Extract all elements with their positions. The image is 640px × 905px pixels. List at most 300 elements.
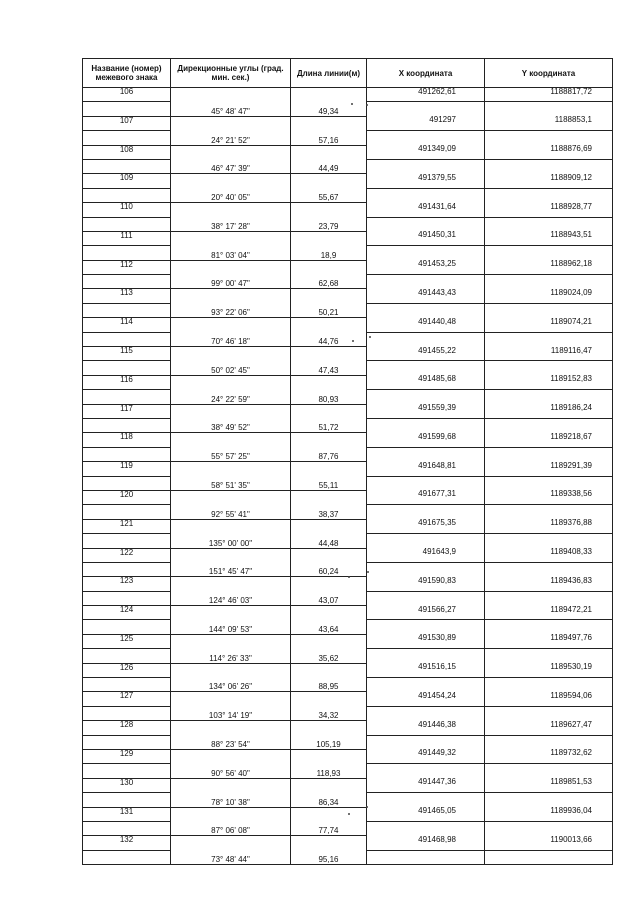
length-cell-empty xyxy=(291,203,367,217)
point-name: 116 xyxy=(83,375,171,389)
header-angle: Дирекционные углы (град. мин. сек.) xyxy=(171,59,291,88)
y-coordinate: 1189376,88 xyxy=(485,519,613,533)
direction-angle: 38° 49' 52" xyxy=(171,418,291,432)
name-cell-empty xyxy=(83,217,171,231)
x-cell-empty xyxy=(367,850,485,864)
x-coordinate: 491443,43 xyxy=(367,289,485,303)
name-cell-empty xyxy=(83,332,171,346)
header-y: Y координата xyxy=(485,59,613,88)
x-coordinate: 491677,31 xyxy=(367,490,485,504)
point-row xyxy=(83,548,613,562)
y-coordinate: 1189291,39 xyxy=(485,462,613,476)
x-cell-empty xyxy=(367,303,485,317)
x-cell-empty xyxy=(367,102,485,116)
point-row xyxy=(83,577,613,591)
point-name: 109 xyxy=(83,174,171,188)
header-length: Длина линии(м) xyxy=(291,59,367,88)
point-row xyxy=(83,663,613,677)
point-row xyxy=(83,721,613,735)
point-name: 121 xyxy=(83,519,171,533)
x-cell-empty xyxy=(367,821,485,835)
y-coordinate: 1188943,51 xyxy=(485,231,613,245)
point-name: 130 xyxy=(83,778,171,792)
y-coordinate: 1189338,56 xyxy=(485,490,613,504)
x-cell-empty xyxy=(367,447,485,461)
y-cell-empty xyxy=(485,275,613,289)
x-cell-empty xyxy=(367,159,485,173)
direction-angle: 144° 09' 53" xyxy=(171,620,291,634)
segment-row xyxy=(83,217,613,231)
line-length: 18,9 xyxy=(291,246,367,260)
angle-cell-empty xyxy=(171,490,291,504)
y-coordinate: 1189186,24 xyxy=(485,404,613,418)
segment-row xyxy=(83,361,613,375)
y-coordinate: 1189936,04 xyxy=(485,807,613,821)
length-cell-empty xyxy=(291,289,367,303)
y-cell-empty xyxy=(485,821,613,835)
x-coordinate: 491465,05 xyxy=(367,807,485,821)
angle-cell-empty xyxy=(171,663,291,677)
segment-row xyxy=(83,620,613,634)
angle-cell-empty xyxy=(171,116,291,130)
name-cell-empty xyxy=(83,102,171,116)
y-coordinate: 1188876,69 xyxy=(485,145,613,159)
direction-angle: 24° 22' 59" xyxy=(171,390,291,404)
angle-cell-empty xyxy=(171,260,291,274)
angle-cell-empty xyxy=(171,778,291,792)
point-row xyxy=(83,174,613,188)
length-cell-empty xyxy=(291,347,367,361)
direction-angle: 78° 10' 38" xyxy=(171,793,291,807)
scan-speck xyxy=(352,340,354,342)
name-cell-empty xyxy=(83,275,171,289)
x-coordinate: 491455,22 xyxy=(367,347,485,361)
name-cell-empty xyxy=(83,447,171,461)
segment-row xyxy=(83,793,613,807)
direction-angle: 70° 46' 18" xyxy=(171,332,291,346)
segment-row xyxy=(83,764,613,778)
line-length: 60,24 xyxy=(291,562,367,576)
line-length: 34,32 xyxy=(291,706,367,720)
y-cell-empty xyxy=(485,303,613,317)
segment-row xyxy=(83,246,613,260)
point-name: 123 xyxy=(83,577,171,591)
point-row xyxy=(83,375,613,389)
y-cell-empty xyxy=(485,188,613,202)
length-cell-empty xyxy=(291,692,367,706)
angle-cell-empty xyxy=(171,145,291,159)
y-coordinate: 1189530,19 xyxy=(485,663,613,677)
length-cell-empty xyxy=(291,721,367,735)
angle-cell-empty xyxy=(171,318,291,332)
y-coordinate: 1189497,76 xyxy=(485,634,613,648)
direction-angle: 58° 51' 35" xyxy=(171,476,291,490)
name-cell-empty xyxy=(83,620,171,634)
x-coordinate: 491485,68 xyxy=(367,375,485,389)
direction-angle: 92° 55' 41" xyxy=(171,505,291,519)
x-coordinate: 491566,27 xyxy=(367,606,485,620)
segment-row xyxy=(83,850,613,864)
length-cell-empty xyxy=(291,577,367,591)
direction-angle: 24° 21' 52" xyxy=(171,131,291,145)
segment-row xyxy=(83,131,613,145)
length-cell-empty xyxy=(291,88,367,102)
y-coordinate: 1189074,21 xyxy=(485,318,613,332)
angle-cell-empty xyxy=(171,606,291,620)
direction-angle: 38° 17' 28" xyxy=(171,217,291,231)
segment-row xyxy=(83,821,613,835)
point-row xyxy=(83,347,613,361)
point-name: 125 xyxy=(83,634,171,648)
x-coordinate: 491453,25 xyxy=(367,260,485,274)
direction-angle: 124° 46' 03" xyxy=(171,591,291,605)
angle-cell-empty xyxy=(171,807,291,821)
y-cell-empty xyxy=(485,764,613,778)
angle-cell-empty xyxy=(171,519,291,533)
y-coordinate: 1189472,21 xyxy=(485,606,613,620)
angle-cell-empty xyxy=(171,203,291,217)
length-cell-empty xyxy=(291,318,367,332)
point-row xyxy=(83,778,613,792)
x-coordinate: 491454,24 xyxy=(367,692,485,706)
x-coordinate: 491446,38 xyxy=(367,721,485,735)
point-name: 122 xyxy=(83,548,171,562)
point-row xyxy=(83,749,613,763)
length-cell-empty xyxy=(291,404,367,418)
y-coordinate: 1189732,62 xyxy=(485,749,613,763)
name-cell-empty xyxy=(83,246,171,260)
segment-row xyxy=(83,275,613,289)
y-cell-empty xyxy=(485,159,613,173)
y-cell-empty xyxy=(485,131,613,145)
name-cell-empty xyxy=(83,678,171,692)
x-cell-empty xyxy=(367,217,485,231)
y-cell-empty xyxy=(485,678,613,692)
y-coordinate: 1188853,1 xyxy=(485,116,613,130)
x-cell-empty xyxy=(367,332,485,346)
point-name: 124 xyxy=(83,606,171,620)
name-cell-empty xyxy=(83,303,171,317)
point-name: 108 xyxy=(83,145,171,159)
line-length: 95,16 xyxy=(291,850,367,864)
name-cell-empty xyxy=(83,476,171,490)
y-coordinate: 1188928,77 xyxy=(485,203,613,217)
x-coordinate: 491297 xyxy=(367,116,485,130)
segment-row xyxy=(83,706,613,720)
direction-angle: 20° 40' 05" xyxy=(171,188,291,202)
direction-angle: 103° 14' 19" xyxy=(171,706,291,720)
y-cell-empty xyxy=(485,447,613,461)
segment-row xyxy=(83,735,613,749)
scan-speck xyxy=(369,336,371,338)
angle-cell-empty xyxy=(171,375,291,389)
x-cell-empty xyxy=(367,678,485,692)
x-cell-empty xyxy=(367,735,485,749)
x-cell-empty xyxy=(367,562,485,576)
x-cell-empty xyxy=(367,649,485,663)
length-cell-empty xyxy=(291,663,367,677)
y-cell-empty xyxy=(485,591,613,605)
direction-angle: 73° 48' 44" xyxy=(171,850,291,864)
y-cell-empty xyxy=(485,534,613,548)
x-coordinate: 491516,15 xyxy=(367,663,485,677)
point-row xyxy=(83,231,613,245)
name-cell-empty xyxy=(83,850,171,864)
direction-angle: 55° 57' 25" xyxy=(171,447,291,461)
direction-angle: 99° 00' 47" xyxy=(171,275,291,289)
x-cell-empty xyxy=(367,390,485,404)
y-cell-empty xyxy=(485,390,613,404)
y-cell-empty xyxy=(485,793,613,807)
point-row xyxy=(83,404,613,418)
line-length: 43,07 xyxy=(291,591,367,605)
point-row xyxy=(83,606,613,620)
segment-row xyxy=(83,390,613,404)
segment-row xyxy=(83,534,613,548)
y-cell-empty xyxy=(485,217,613,231)
line-length: 51,72 xyxy=(291,418,367,432)
y-cell-empty xyxy=(485,332,613,346)
scan-speck xyxy=(366,104,368,106)
table-header-row xyxy=(83,59,613,88)
x-coordinate: 491449,32 xyxy=(367,749,485,763)
angle-cell-empty xyxy=(171,548,291,562)
x-cell-empty xyxy=(367,534,485,548)
point-name: 132 xyxy=(83,836,171,850)
line-length: 62,68 xyxy=(291,275,367,289)
x-cell-empty xyxy=(367,706,485,720)
angle-cell-empty xyxy=(171,433,291,447)
line-length: 47,43 xyxy=(291,361,367,375)
x-coordinate: 491599,68 xyxy=(367,433,485,447)
angle-cell-empty xyxy=(171,347,291,361)
name-cell-empty xyxy=(83,706,171,720)
x-coordinate: 491431,64 xyxy=(367,203,485,217)
point-name: 115 xyxy=(83,347,171,361)
point-name: 110 xyxy=(83,203,171,217)
angle-cell-empty xyxy=(171,231,291,245)
length-cell-empty xyxy=(291,778,367,792)
direction-angle: 81° 03' 04" xyxy=(171,246,291,260)
x-coordinate: 491440,48 xyxy=(367,318,485,332)
point-name: 114 xyxy=(83,318,171,332)
name-cell-empty xyxy=(83,764,171,778)
direction-angle: 46° 47' 39" xyxy=(171,159,291,173)
x-coordinate: 491675,35 xyxy=(367,519,485,533)
point-name: 126 xyxy=(83,663,171,677)
point-name: 107 xyxy=(83,116,171,130)
length-cell-empty xyxy=(291,116,367,130)
angle-cell-empty xyxy=(171,88,291,102)
point-row xyxy=(83,116,613,130)
name-cell-empty xyxy=(83,562,171,576)
point-row xyxy=(83,318,613,332)
x-coordinate: 491447,36 xyxy=(367,778,485,792)
y-coordinate: 1189627,47 xyxy=(485,721,613,735)
direction-angle: 88° 23' 54" xyxy=(171,735,291,749)
name-cell-empty xyxy=(83,735,171,749)
angle-cell-empty xyxy=(171,462,291,476)
point-row xyxy=(83,519,613,533)
segment-row xyxy=(83,188,613,202)
x-cell-empty xyxy=(367,131,485,145)
angle-cell-empty xyxy=(171,721,291,735)
point-name: 118 xyxy=(83,433,171,447)
segment-row xyxy=(83,418,613,432)
point-name: 113 xyxy=(83,289,171,303)
length-cell-empty xyxy=(291,375,367,389)
point-name: 111 xyxy=(83,231,171,245)
point-row xyxy=(83,462,613,476)
direction-angle: 87° 06' 08" xyxy=(171,821,291,835)
x-coordinate: 491590,83 xyxy=(367,577,485,591)
x-cell-empty xyxy=(367,505,485,519)
y-coordinate: 1189851,53 xyxy=(485,778,613,792)
y-coordinate: 1189218,67 xyxy=(485,433,613,447)
table-body xyxy=(83,88,613,865)
length-cell-empty xyxy=(291,807,367,821)
segment-row xyxy=(83,303,613,317)
angle-cell-empty xyxy=(171,289,291,303)
point-name: 128 xyxy=(83,721,171,735)
x-cell-empty xyxy=(367,764,485,778)
name-cell-empty xyxy=(83,505,171,519)
direction-angle: 90° 56' 40" xyxy=(171,764,291,778)
length-cell-empty xyxy=(291,231,367,245)
line-length: 50,21 xyxy=(291,303,367,317)
y-cell-empty xyxy=(485,505,613,519)
angle-cell-empty xyxy=(171,692,291,706)
y-cell-empty xyxy=(485,850,613,864)
point-row xyxy=(83,145,613,159)
line-length: 80,93 xyxy=(291,390,367,404)
point-name: 119 xyxy=(83,462,171,476)
line-length: 35,62 xyxy=(291,649,367,663)
x-coordinate: 491379,55 xyxy=(367,174,485,188)
y-cell-empty xyxy=(485,735,613,749)
name-cell-empty xyxy=(83,361,171,375)
name-cell-empty xyxy=(83,821,171,835)
y-coordinate: 1189436,83 xyxy=(485,577,613,591)
length-cell-empty xyxy=(291,519,367,533)
y-coordinate: 1189408,33 xyxy=(485,548,613,562)
segment-row xyxy=(83,159,613,173)
name-cell-empty xyxy=(83,591,171,605)
x-coordinate: 491468,98 xyxy=(367,836,485,850)
segment-row xyxy=(83,591,613,605)
name-cell-empty xyxy=(83,188,171,202)
x-coordinate: 491262,61 xyxy=(367,88,485,102)
point-row xyxy=(83,203,613,217)
line-length: 23,79 xyxy=(291,217,367,231)
line-length: 86,34 xyxy=(291,793,367,807)
segment-row xyxy=(83,447,613,461)
y-coordinate: 1188817,72 xyxy=(485,88,613,102)
name-cell-empty xyxy=(83,649,171,663)
point-row xyxy=(83,260,613,274)
y-coordinate: 1189152,83 xyxy=(485,375,613,389)
direction-angle: 114° 26' 33" xyxy=(171,649,291,663)
line-length: 55,67 xyxy=(291,188,367,202)
name-cell-empty xyxy=(83,793,171,807)
angle-cell-empty xyxy=(171,836,291,850)
point-name: 106 xyxy=(83,88,171,102)
line-length: 88,95 xyxy=(291,678,367,692)
length-cell-empty xyxy=(291,433,367,447)
angle-cell-empty xyxy=(171,404,291,418)
x-coordinate: 491530,89 xyxy=(367,634,485,648)
direction-angle: 135° 00' 00" xyxy=(171,534,291,548)
segment-row xyxy=(83,505,613,519)
point-row xyxy=(83,692,613,706)
x-coordinate: 491349,09 xyxy=(367,145,485,159)
name-cell-empty xyxy=(83,534,171,548)
length-cell-empty xyxy=(291,260,367,274)
name-cell-empty xyxy=(83,159,171,173)
line-length: 55,11 xyxy=(291,476,367,490)
x-coordinate: 491648,81 xyxy=(367,462,485,476)
line-length: 43,64 xyxy=(291,620,367,634)
segment-row xyxy=(83,102,613,116)
y-cell-empty xyxy=(485,102,613,116)
scan-speck xyxy=(366,806,368,808)
line-length: 118,93 xyxy=(291,764,367,778)
header-x: X координата xyxy=(367,59,485,88)
angle-cell-empty xyxy=(171,634,291,648)
y-coordinate: 1188962,18 xyxy=(485,260,613,274)
y-coordinate: 1189116,47 xyxy=(485,347,613,361)
scan-speck xyxy=(348,813,350,815)
point-name: 112 xyxy=(83,260,171,274)
y-cell-empty xyxy=(485,706,613,720)
length-cell-empty xyxy=(291,836,367,850)
length-cell-empty xyxy=(291,145,367,159)
x-cell-empty xyxy=(367,418,485,432)
y-cell-empty xyxy=(485,361,613,375)
name-cell-empty xyxy=(83,131,171,145)
y-cell-empty xyxy=(485,649,613,663)
direction-angle: 50° 02' 45" xyxy=(171,361,291,375)
line-length: 57,16 xyxy=(291,131,367,145)
angle-cell-empty xyxy=(171,174,291,188)
angle-cell-empty xyxy=(171,577,291,591)
name-cell-empty xyxy=(83,390,171,404)
x-cell-empty xyxy=(367,476,485,490)
y-cell-empty xyxy=(485,418,613,432)
point-row xyxy=(83,88,613,102)
line-length: 44,48 xyxy=(291,534,367,548)
angle-cell-empty xyxy=(171,749,291,763)
header-name: Название (номер) межевого знака xyxy=(83,59,171,88)
line-length: 77,74 xyxy=(291,821,367,835)
line-length: 44,49 xyxy=(291,159,367,173)
x-coordinate: 491559,39 xyxy=(367,404,485,418)
x-cell-empty xyxy=(367,246,485,260)
scan-speck xyxy=(351,103,353,105)
x-coordinate: 491450,31 xyxy=(367,231,485,245)
segment-row xyxy=(83,332,613,346)
y-cell-empty xyxy=(485,246,613,260)
point-name: 127 xyxy=(83,692,171,706)
direction-angle: 93° 22' 06" xyxy=(171,303,291,317)
y-coordinate: 1189594,06 xyxy=(485,692,613,706)
point-row xyxy=(83,433,613,447)
x-cell-empty xyxy=(367,793,485,807)
length-cell-empty xyxy=(291,548,367,562)
length-cell-empty xyxy=(291,606,367,620)
point-name: 131 xyxy=(83,807,171,821)
x-cell-empty xyxy=(367,620,485,634)
